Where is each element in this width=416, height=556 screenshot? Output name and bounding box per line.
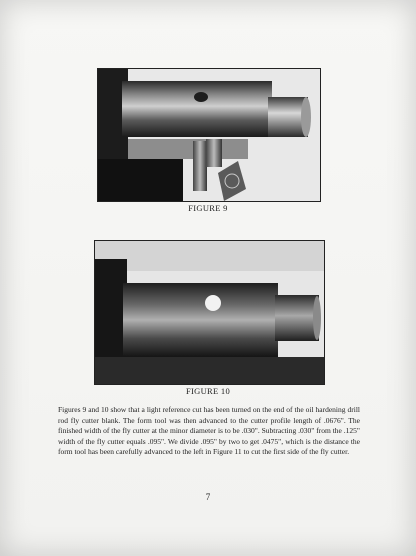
page-number: 7 — [205, 492, 211, 502]
figure-10-caption: FIGURE 10 — [185, 386, 231, 396]
figure-9-photo — [97, 68, 321, 202]
figure-10-photo — [94, 240, 325, 385]
figure-9-caption: FIGURE 9 — [188, 203, 228, 213]
body-paragraph: Figures 9 and 10 show that a light reference cut has been turned on the end of the oil hardening drill rod fly cutter blank. The form tool was then advanced to the cutter profile length of .0676". The finished width of the fly cutter at the minor diameter is to be .030". Subtracting .030" from the .125" width of the fly cutter equals .095". We divide .095" by two to get .0475", which is the distance the form tool has been carefully advanced to the left in Figure 11 to cut the first side of the fly cutter. — [58, 405, 360, 456]
